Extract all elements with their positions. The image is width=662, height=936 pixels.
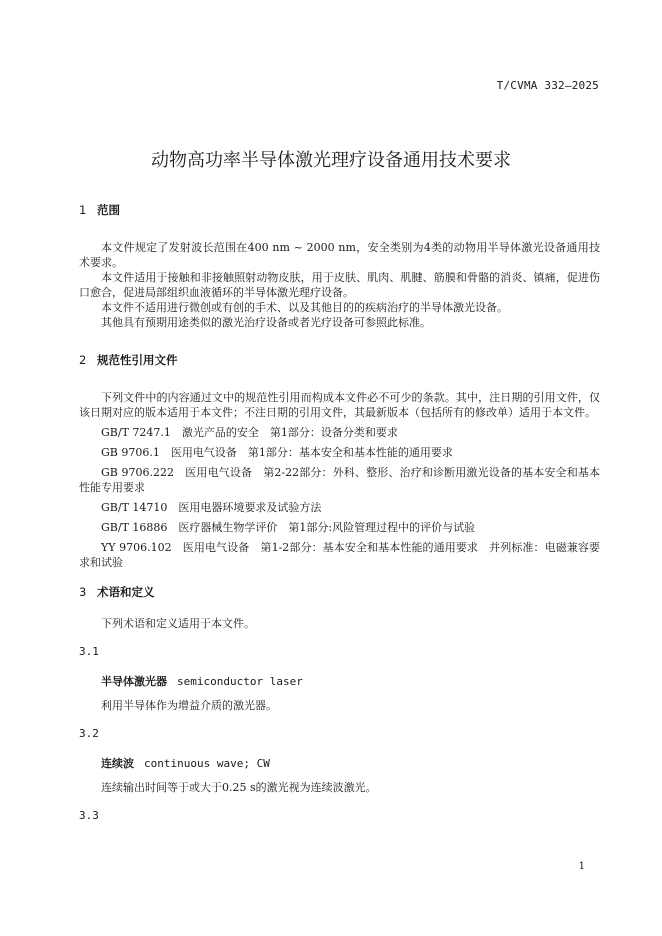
scope-paragraph: 本文件适用于接触和非接触照射动物皮肤，用于皮肤、肌肉、肌腱、筋膜和骨骼的消炎、镇痛，促进伤口愈合，促进局部组织血液循环的半导体激光理疗设备。 xyxy=(79,271,600,299)
term-number: 3.2 xyxy=(79,727,99,740)
section-heading-2 xyxy=(79,352,600,368)
document-code: T/CVMA 332—2025 xyxy=(496,79,599,92)
term-number: 3.1 xyxy=(79,645,99,658)
reference-item: GB/T 14710 医用电器环境要求及试验方法 xyxy=(101,501,322,514)
section-heading-1 xyxy=(79,202,600,218)
term-definition: 连续输出时间等于或大于0.25 s的激光视为连续波激光。 xyxy=(101,781,377,794)
term-entry xyxy=(101,755,600,771)
section-number: 1 xyxy=(79,203,87,217)
reference-item: GB 9706.1 医用电气设备 第1部分：基本安全和基本性能的通用要求 xyxy=(101,446,453,459)
section-title: 术语和定义 xyxy=(97,585,155,599)
section-title: 规范性引用文件 xyxy=(97,353,178,367)
term-chinese: 连续波 xyxy=(101,757,134,770)
term-chinese: 半导体激光器 xyxy=(101,675,167,688)
scope-paragraph: 其他具有预期用途类似的激光治疗设备或者光疗设备可参照此标准。 xyxy=(101,316,431,329)
references-intro: 下列文件中的内容通过文中的规范性引用而构成本文件必不可少的条款。其中，注日期的引用文件，仅该日期对应的版本适用于本文件；不注日期的引用文件，其最新版本（包括所有的修改单）适用于本文件。 xyxy=(79,391,600,419)
section-number: 2 xyxy=(79,353,87,367)
term-english: semiconductor laser xyxy=(177,675,303,688)
reference-item: GB/T 7247.1 激光产品的安全 第1部分：设备分类和要求 xyxy=(101,426,398,439)
reference-item: YY 9706.102 医用电气设备 第1-2部分：基本安全和基本性能的通用要求 并列标准：电磁兼容要求和试验 xyxy=(79,541,600,569)
document-title: 动物高功率半导体激光理疗设备通用技术要求 xyxy=(151,150,511,171)
terms-intro: 下列术语和定义适用于本文件。 xyxy=(101,617,255,630)
term-definition: 利用半导体作为增益介质的激光器。 xyxy=(101,699,277,712)
section-title: 范围 xyxy=(97,203,120,217)
term-entry xyxy=(101,673,600,689)
page-number: 1 xyxy=(578,861,585,872)
scope-paragraph: 本文件不适用进行微创或有创的手术、以及其他目的的疾病治疗的半导体激光设备。 xyxy=(101,301,508,314)
document-body xyxy=(79,198,600,822)
reference-item: GB 9706.222 医用电气设备 第2-22部分：外科、整形、治疗和诊断用激光设备的基本安全和基本性能专用要求 xyxy=(79,466,600,494)
section-heading-3 xyxy=(79,584,600,600)
term-english: continuous wave; CW xyxy=(144,757,270,770)
term-number: 3.3 xyxy=(79,809,99,822)
scope-paragraph: 本文件规定了发射波长范围在400 nm ~ 2000 nm，安全类别为4类的动物用半导体激光设备通用技术要求。 xyxy=(79,241,600,269)
reference-item: GB/T 16886 医疗器械生物学评价 第1部分:风险管理过程中的评价与试验 xyxy=(101,521,476,534)
section-number: 3 xyxy=(79,585,87,599)
